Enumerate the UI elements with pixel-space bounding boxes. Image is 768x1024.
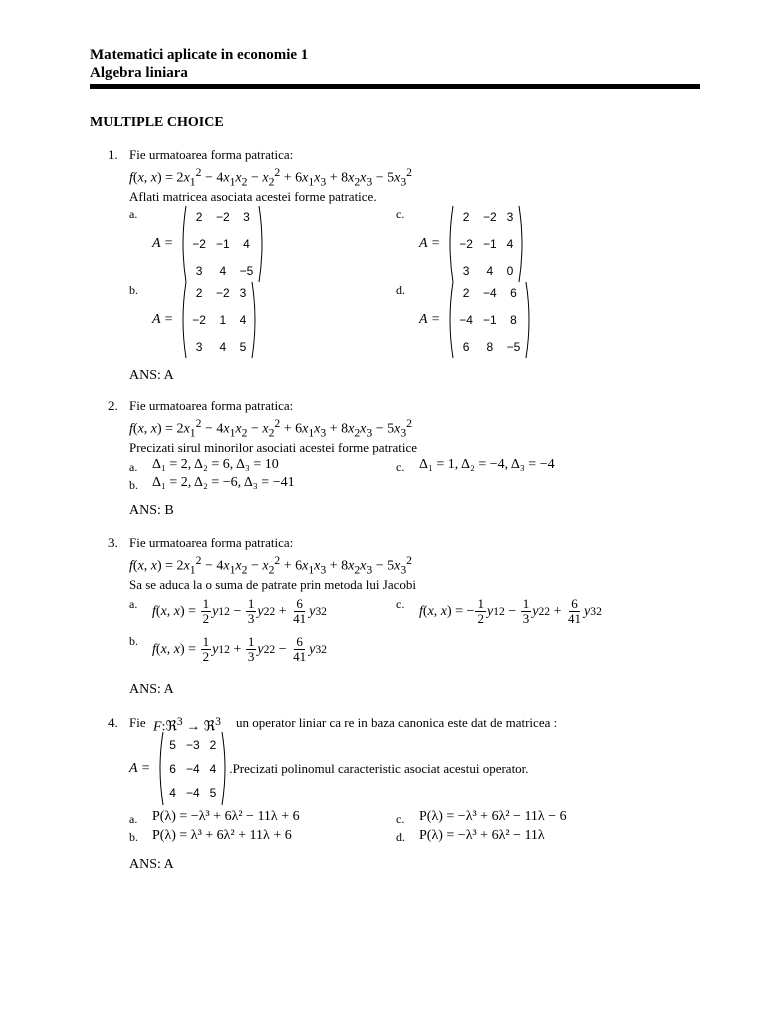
option-b-text: Δ₁ = 2, Δ₂ = −6, Δ₃ = −41	[152, 475, 295, 490]
question-number: 2.	[108, 398, 118, 413]
matrix: 2 −2 3 −2 1 4 3 4 5	[179, 279, 259, 360]
header-rule	[90, 84, 700, 89]
question-intro: Fie urmatoarea forma patratica:	[129, 535, 294, 550]
option-c-label: c.	[396, 460, 405, 474]
option-c-label: c.	[396, 597, 405, 611]
option-c-text: P(λ) = −λ³ + 6λ² − 11λ − 6	[419, 809, 567, 824]
answer: ANS: A	[129, 857, 174, 872]
question-task: Aflati matricea asociata acestei forme patratice.	[129, 189, 377, 204]
matrix-lhs: A =	[419, 235, 441, 251]
option-d-matrix	[419, 279, 533, 360]
question-number: 4.	[108, 715, 118, 730]
matrix-table: 2 −2 3 −2 −1 4 3 4 −5	[192, 209, 254, 278]
matrix-lhs: A =	[419, 311, 441, 327]
option-c-label: c.	[396, 207, 405, 221]
question-intro-post: un operator liniar ca re in baza canonica este dat de matricea :	[236, 715, 558, 730]
answer: ANS: A	[129, 682, 174, 697]
matrix: 5 −3 2 6 −4 4 4 −4 5	[156, 731, 229, 806]
option-c-matrix	[419, 203, 526, 284]
option-b-label: b.	[129, 478, 138, 492]
quadratic-form: f(x, $x) = 2x_1^2 - 4x_1x_2 - x_2^2 + 6x_1x_3 + 8x_2x_3 - 5x_3^2$	[129, 417, 412, 440]
answer: ANS: B	[129, 503, 174, 518]
quadratic-form: f(x, $x) = 2x_1^2 - 4x_1x_2 - x_2^2 + 6x_1x_3 + 8x_2x_3 - 5x_3^2$	[129, 554, 412, 577]
option-b-formula: f ( x , x ) = $\frac{1}{2}$ y 1 2 + $\frac{1}{3}$ y 2 2 − $\frac{6}{41}$ y 3 2	[152, 634, 327, 664]
operator-notation: F:ℜ$^3$ → ℜ$^3$	[153, 715, 221, 735]
option-b-label: b.	[129, 283, 138, 297]
matrix: 2 −2 3 −2 −1 4 3 4 0	[446, 203, 526, 284]
answer: ANS: A	[129, 368, 174, 383]
matrix	[179, 203, 266, 284]
matrix-lhs: A =	[152, 235, 174, 251]
section-title: MULTIPLE CHOICE	[90, 115, 224, 130]
right-paren	[258, 205, 266, 283]
option-a-label: a.	[129, 597, 138, 611]
option-c-label: c.	[396, 812, 405, 826]
question-intro: Fie urmatoarea forma patratica:	[129, 147, 294, 162]
quadratic-form: f(x, $x) = 2x_1^2 - 4x_1x_2 - x_2^2 + 6x_1x_3 + 8x_2x_3 - 5x_3^2$	[129, 166, 412, 189]
option-b-matrix	[152, 279, 259, 360]
matrix: 2 −4 6 −4 −1 8 6 8 −5	[446, 279, 533, 360]
question-task: .Precizati polinomul caracteristic asociat acestui operator.	[229, 760, 529, 776]
question-number: 1.	[108, 147, 118, 162]
option-d-label: d.	[396, 283, 405, 297]
doc-title: Matematici aplicate in economie 1	[90, 47, 309, 63]
option-a-text: P(λ) = −λ³ + 6λ² − 11λ + 6	[152, 809, 300, 824]
option-b-label: b.	[129, 634, 138, 648]
left-paren	[179, 205, 187, 283]
option-a-label: a.	[129, 460, 138, 474]
question-number: 3.	[108, 535, 118, 550]
option-c-formula: f ( x , x ) = − $\frac{1}{2}$ y 1 2 − $\frac{1}{3}$ y 2 2 + $\frac{6}{41}$ y 3 2	[419, 596, 602, 626]
option-b-label: b.	[129, 830, 138, 844]
option-a-label: a.	[129, 812, 138, 826]
option-b-text: P(λ) = λ³ + 6λ² + 11λ + 6	[152, 828, 292, 843]
matrix-lhs: A =	[152, 311, 174, 327]
operator-matrix	[129, 731, 529, 806]
option-a-formula: f ( x , x ) = $\frac{1}{2}$ y 1 2 − $\frac{1}{3}$ y 2 2 + $\frac{6}{41}$ y 3 2	[152, 596, 327, 626]
option-a-label: a.	[129, 207, 138, 221]
option-d-text: P(λ) = −λ³ + 6λ² − 11λ	[419, 828, 545, 843]
option-a-matrix	[152, 203, 266, 284]
option-a-text: Δ₁ = 2, Δ₂ = 6, Δ₃ = 10	[152, 457, 279, 472]
question-task: Sa se aduca la o suma de patrate prin metoda lui Jacobi	[129, 577, 416, 592]
doc-subtitle: Algebra liniara	[90, 65, 188, 81]
question-intro: Fie urmatoarea forma patratica:	[129, 398, 294, 413]
matrix-lhs: A =	[129, 760, 151, 776]
option-d-label: d.	[396, 830, 405, 844]
question-intro-pre: Fie	[129, 715, 146, 730]
option-c-text: Δ₁ = 1, Δ₂ = −4, Δ₃ = −4	[419, 457, 555, 472]
question-task: Precizati sirul minorilor asociati acestei forme patratice	[129, 440, 418, 455]
